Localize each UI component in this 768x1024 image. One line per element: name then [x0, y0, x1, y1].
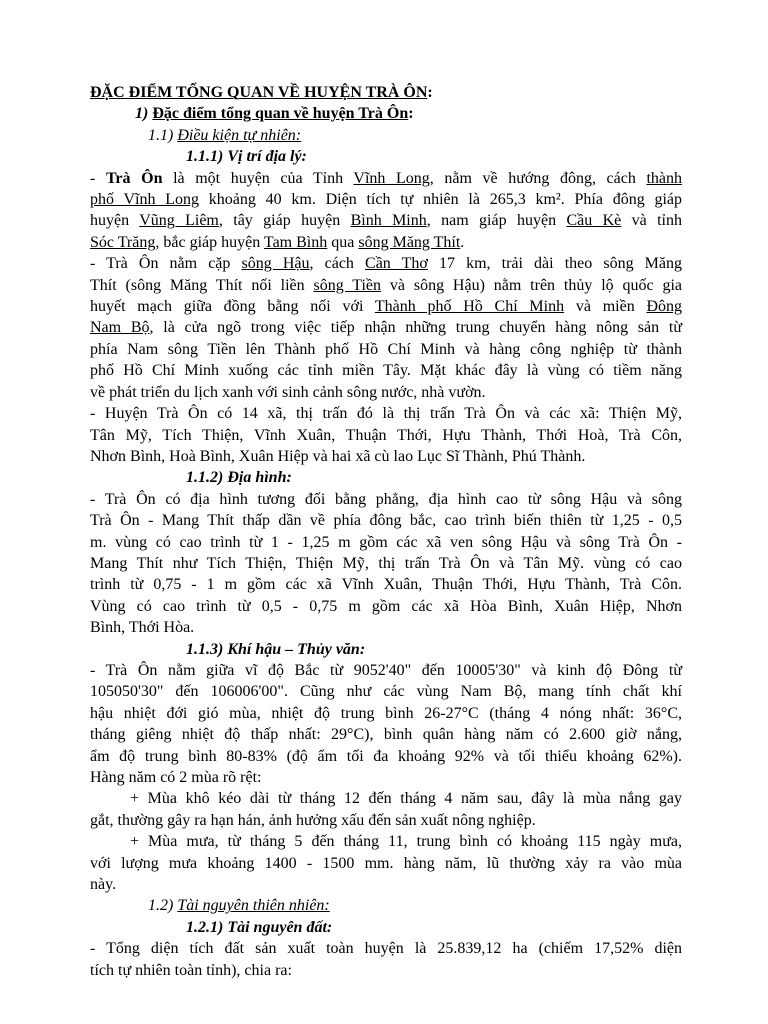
- heading-1-1-number: 1.1): [148, 126, 178, 144]
- paragraph-5-line-3: hậu nhiệt đới gió mùa, nhiệt độ trung bình 26-27°C (tháng 4 nóng nhất: 36°C,: [90, 704, 682, 722]
- paragraph-2-line-2: Thít (sông Măng Thít nối liền sông Tiền và sông Hậu) nằm trên thủy lộ quốc gia: [90, 276, 683, 294]
- link-vung-liem[interactable]: Vũng Liêm: [139, 212, 219, 230]
- paragraph-5-line-2: 105050'30" đến 106006'00". Cũng như các vùng Nam Bộ, mang tính chất khí: [90, 683, 682, 701]
- heading-1-colon: :: [408, 105, 414, 123]
- paragraph-5-line-4: tháng giêng nhiệt độ thấp nhất: 29°C), bình quân hàng năm có 2.600 giờ nắng,: [90, 726, 682, 744]
- link-song-mang-thit[interactable]: sông Măng Thít: [358, 233, 461, 251]
- paragraph-2-line-7: về phát triển du lịch xanh với sinh cảnh sông nước, nhà vườn.: [90, 383, 486, 401]
- paragraph-4-line-3: m. vùng có cao trình từ 1 - 1,25 m gồm các xã ven sông Hậu và sông Trà Ôn -: [90, 533, 682, 551]
- paragraph-4-line-5: trình từ 0,75 - 1 m gồm các xã Vĩnh Xuân, Thuận Thới, Hựu Thành, Trà Côn.: [90, 576, 682, 594]
- paragraph-7-line-3: này.: [90, 876, 117, 894]
- paragraph-7-line-2: với lượng mưa khoảng 1400 - 1500 mm. hàng năm, lũ thường xảy ra vào mùa: [90, 854, 682, 872]
- paragraph-3-line-1: - Huyện Trà Ôn có 14 xã, thị trấn đó là thị trấn Trà Ôn và các xã: Thiện Mỹ,: [90, 405, 682, 423]
- paragraph-8-line-1: - Tổng diện tích đất sản xuất toàn huyện là 25.839,12 ha (chiếm 17,52% diện: [90, 940, 682, 958]
- link-thanh-pho-vinh-long-cont[interactable]: phố Vĩnh Long: [90, 191, 200, 209]
- paragraph-5-line-5: ẩm độ trung bình 80-83% (độ ẩm tối đa khoảng 92% và tối thiểu khoảng 62%).: [90, 747, 682, 765]
- heading-1-2-number: 1.2): [148, 897, 178, 915]
- paragraph-2-line-4: Nam Bộ, là cửa ngõ trong việc tiếp nhận những trung chuyển hàng nông sản từ: [90, 319, 682, 337]
- paragraph-2-line-1: - Trà Ôn nằm cặp sông Hậu, cách Cần Thơ 17 km, trải dài theo sông Măng: [90, 255, 683, 273]
- paragraph-2-line-6: phố Hồ Chí Minh xuống các tỉnh miền Tây. Mặt khác đây là vùng có tiềm năng: [90, 362, 682, 380]
- paragraph-5-line-1: - Trà Ôn nằm giữa vĩ độ Bắc từ 9052'40" đến 10005'30" và kinh độ Đông từ: [90, 661, 682, 679]
- link-vinh-long[interactable]: Vĩnh Long: [353, 169, 430, 187]
- paragraph-4-line-4: Mang Thít như Tích Thiện, Thiện Mỹ, thị trấn Trà Ôn và Tân Mỹ. vùng có cao: [90, 554, 682, 572]
- link-thanh-pho-vinh-long[interactable]: thành: [646, 169, 682, 187]
- paragraph-1-line-4: Sóc Trăng, bắc giáp huyện Tam Bình qua sông Măng Thít.: [90, 233, 465, 251]
- paragraph-5-line-6: Hàng năm có 2 mùa rõ rệt:: [90, 769, 262, 786]
- paragraph-2-line-3: huyết mạch giữa đồng bằng nối với Thành phố Hồ Chí Minh và miền Đông: [90, 298, 683, 316]
- paragraph-1-line-1: - Trà Ôn là một huyện của Tỉnh Vĩnh Long, nằm về hướng đông, cách thành: [90, 169, 682, 187]
- link-binh-minh[interactable]: Bình Minh: [350, 212, 427, 230]
- paragraph-6-line-1: + Mùa khô kéo dài từ tháng 12 đến tháng 4 năm sau, đây là mùa nắng gay: [130, 790, 682, 808]
- paragraph-3-line-3: Nhơn Bình, Hoà Bình, Xuân Hiệp và hai xã cù lao Lục Sĩ Thành, Phú Thành.: [90, 447, 586, 465]
- paragraph-3-line-2: Tân Mỹ, Tích Thiện, Vĩnh Xuân, Thuận Thới, Hựu Thành, Thới Hoà, Trà Côn,: [90, 426, 682, 444]
- link-song-hau[interactable]: sông Hậu: [241, 255, 310, 273]
- heading-1-number: 1): [135, 105, 153, 123]
- paragraph-4-line-7: Bình, Thới Hòa.: [90, 619, 195, 637]
- link-cau-ke[interactable]: Cầu Kè: [566, 212, 622, 230]
- title-colon: :: [427, 84, 433, 101]
- paragraph-8-line-2: tích tự nhiên toàn tỉnh), chia ra:: [90, 961, 292, 979]
- link-song-tien[interactable]: sông Tiền: [313, 276, 382, 294]
- document-title-line: [90, 82, 682, 103]
- paragraph-1-line-3: huyện Vũng Liêm, tây giáp huyện Bình Minh, nam giáp huyện Cầu Kè và tỉnh: [90, 212, 682, 230]
- heading-1-text: Đặc điểm tổng quan về huyện Trà Ôn: [152, 105, 409, 123]
- link-dong-nam-bo-cont[interactable]: Nam Bộ: [90, 319, 150, 337]
- paragraph-2-line-5: phía Nam sông Tiền lên Thành phố Hồ Chí Minh và hàng công nghiệp từ thành: [90, 340, 682, 358]
- heading-1-2: [90, 895, 682, 916]
- heading-1-1-3: 1.1.3) Khí hậu – Thủy văn:: [186, 640, 366, 658]
- document-body: [90, 82, 682, 981]
- link-soc-trang[interactable]: Sóc Trăng: [90, 233, 156, 251]
- heading-1-1-2: 1.1.2) Địa hình:: [186, 469, 292, 487]
- link-tam-binh[interactable]: Tam Bình: [263, 233, 328, 251]
- heading-1-1: [90, 125, 682, 146]
- paragraph-1-line-2: phố Vĩnh Long khoảng 40 km. Diện tích tự nhiên là 265,3 km². Phía đông giáp: [90, 191, 683, 209]
- heading-1: [90, 103, 682, 124]
- place-tra-on: Trà Ôn: [105, 169, 163, 187]
- paragraph-4-line-1: - Trà Ôn có địa hình tương đối bằng phẳng, địa hình cao từ sông Hậu và sông: [90, 490, 682, 508]
- paragraph-4-line-2: Trà Ôn - Mang Thít thấp dần về phía đông bắc, cao trình biến thiên từ 1,25 - 0,5: [90, 512, 682, 530]
- document-title: ĐẶC ĐIỂM TỔNG QUAN VỀ HUYỆN TRÀ ÔN: [90, 84, 428, 101]
- paragraph-7-line-1: + Mùa mưa, từ tháng 5 đến tháng 11, trung bình có khoảng 115 ngày mưa,: [130, 833, 682, 851]
- heading-1-2-1: 1.2.1) Tài nguyên đất:: [186, 918, 333, 936]
- paragraph-6-line-2: gắt, thường gây ra hạn hán, ảnh hưởng xấu đến sản xuất nông nghiệp.: [90, 811, 536, 829]
- heading-1-1-text: Điều kiện tự nhiên:: [177, 126, 302, 144]
- heading-1-2-text: Tài nguyên thiên nhiên:: [177, 897, 330, 915]
- heading-1-1-1: 1.1.1) Vị trí địa lý:: [186, 148, 307, 166]
- link-dong-nam-bo[interactable]: Đông: [646, 298, 683, 316]
- paragraph-4-line-6: Vùng có cao trình từ 0,5 - 0,75 m gồm các xã Hòa Bình, Xuân Hiệp, Nhơn: [90, 597, 682, 615]
- link-tp-ho-chi-minh[interactable]: Thành phố Hồ Chí Minh: [374, 298, 565, 316]
- link-can-tho[interactable]: Cần Thơ: [365, 255, 428, 273]
